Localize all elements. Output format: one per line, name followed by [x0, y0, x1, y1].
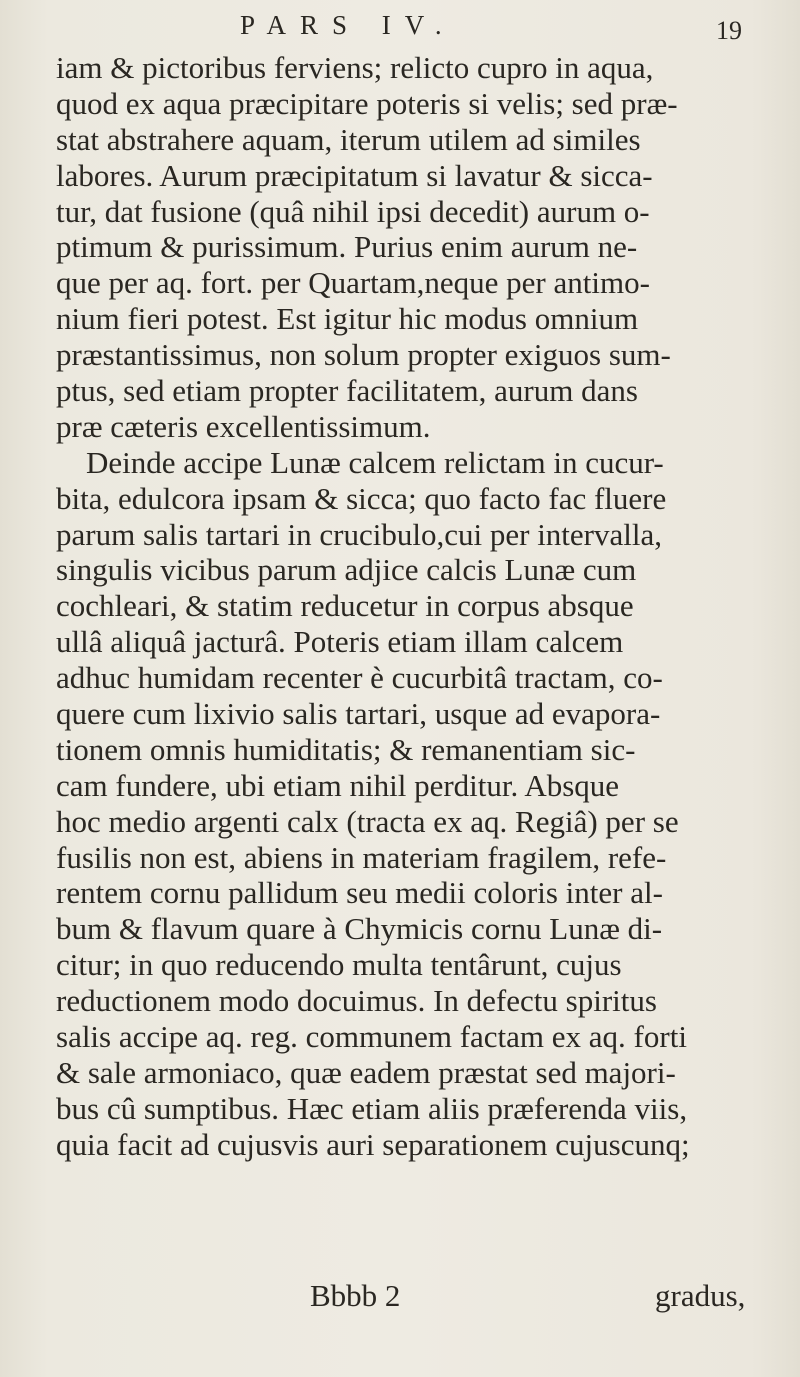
text-line: reductionem modo docuimus. In defectu spiritus [56, 983, 657, 1019]
text-line: labores. Aurum præcipitatum si lavatur & sicca- [56, 157, 653, 193]
text-line: quere cum lixivio salis tartari, usque ad evapora- [56, 696, 661, 732]
text-line: quia facit ad cujusvis auri separationem cujuscunq; [56, 1126, 690, 1162]
text-line: bum & flavum quare à Chymicis cornu Lunæ di- [56, 911, 663, 947]
text-line: que per aq. fort. per Quartam,neque per antimo- [56, 265, 650, 301]
text-line: tur, dat fusione (quâ nihil ipsi decedit) aurum o- [56, 193, 650, 229]
text-line: bus cû sumptibus. Hæc etiam aliis præferenda viis, [56, 1090, 688, 1126]
page-number: 19 [716, 16, 742, 45]
text-line: tionem omnis humiditatis; & remanentiam sic- [56, 731, 636, 767]
text-line: fusilis non est, abiens in materiam fragilem, refe- [56, 839, 667, 875]
text-line: præ cæteris excellentissimum. [56, 408, 431, 444]
page-footer [0, 1278, 800, 1318]
text-line: ptimum & purissimum. Purius enim aurum ne- [56, 229, 638, 265]
text-line: singulis vicibus parum adjice calcis Lunæ cum [56, 552, 637, 588]
text-line: citur; in quo reducendo multa tentârunt, cujus [56, 947, 622, 983]
text-line: ullâ aliquâ jacturâ. Poteris etiam illam calcem [56, 624, 624, 660]
text-line: Deinde accipe Lunæ calcem relictam in cucur- [86, 444, 664, 480]
text-line: hoc medio argenti calx (tracta ex aq. Regiâ) per se [56, 803, 679, 839]
text-line: cam fundere, ubi etiam nihil perditur. Absque [56, 767, 620, 803]
text-line: nium fieri potest. Est igitur hic modus omnium [56, 301, 639, 337]
running-head: PARS IV. [240, 10, 456, 40]
catchword: gradus, [655, 1278, 746, 1313]
text-line: ptus, sed etiam propter facilitatem, aurum dans [56, 373, 638, 409]
body-text [56, 50, 776, 1163]
text-line: parum salis tartari in crucibulo,cui per intervalla, [56, 516, 662, 552]
text-line: rentem cornu pallidum seu medii coloris inter al- [56, 875, 663, 911]
text-line: præstantissimus, non solum propter exiguos sum- [56, 337, 671, 373]
text-line: iam & pictoribus ferviens; relicto cupro in aqua, [56, 50, 654, 85]
text-line: bita, edulcora ipsam & sicca; quo facto fac fluere [56, 480, 667, 516]
text-line: stat abstrahere aquam, iterum utilem ad similes [56, 121, 641, 157]
page-header [200, 8, 760, 48]
text-line: quod ex aqua præcipitare poteris si velis; sed præ- [56, 85, 678, 121]
text-line: cochleari, & statim reducetur in corpus absque [56, 588, 634, 624]
text-line: & sale armoniaco, quæ eadem præstat sed majori- [56, 1054, 676, 1090]
text-line: adhuc humidam recenter è cucurbitâ tractam, co- [56, 660, 663, 696]
signature-mark: Bbbb 2 [310, 1278, 401, 1313]
text-line: salis accipe aq. reg. communem factam ex aq. forti [56, 1019, 687, 1055]
